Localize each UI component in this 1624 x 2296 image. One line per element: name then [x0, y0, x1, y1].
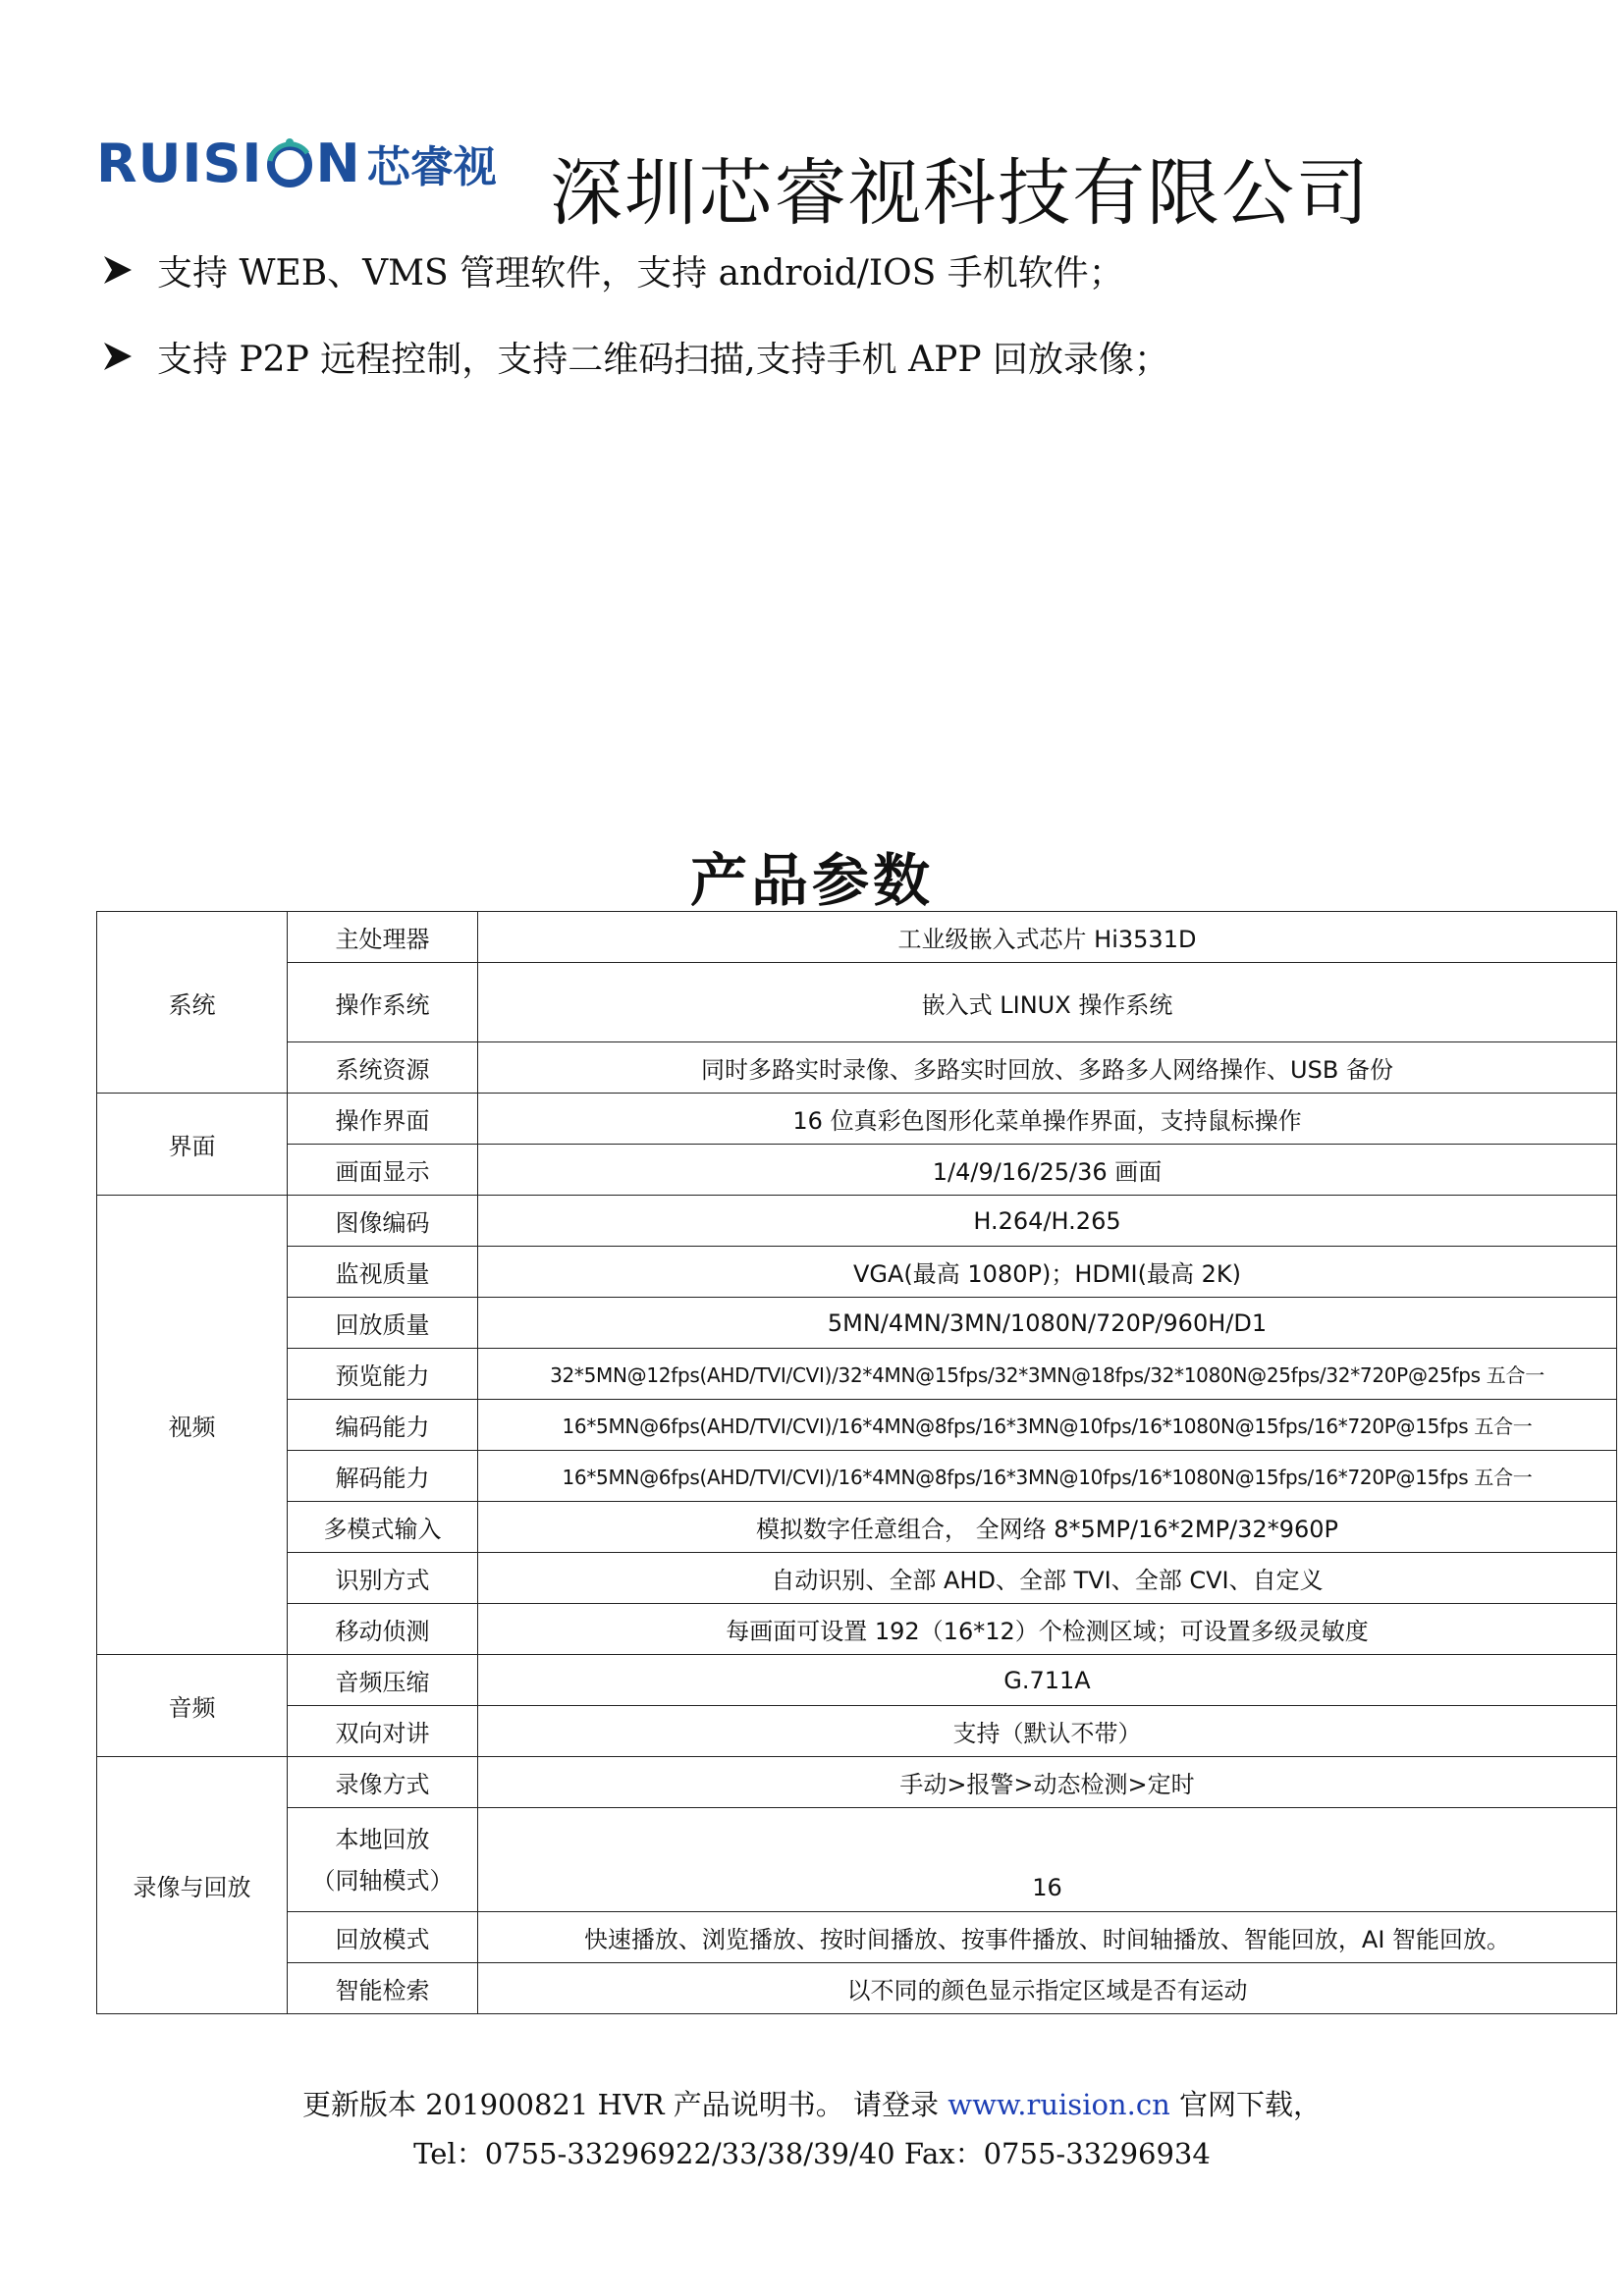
- table-row: [97, 1298, 1617, 1349]
- table-row: [97, 1196, 1617, 1247]
- group-label-audio: 音频: [97, 1655, 288, 1757]
- spec-title: 产品参数: [689, 847, 934, 914]
- param-value: 模拟数字任意组合， 全网络 8*5MP/16*2MP/32*960P: [478, 1502, 1617, 1553]
- logo-o-icon: [264, 137, 315, 188]
- table-row: [97, 1808, 1617, 1912]
- table-row: [97, 963, 1617, 1042]
- table-row: [97, 1553, 1617, 1604]
- company-name: 深圳芯睿视科技有限公司: [550, 151, 1371, 236]
- param-name: 解码能力: [288, 1451, 478, 1502]
- feature-bullet: [98, 332, 1169, 381]
- logo-text-left: RUISI: [96, 132, 263, 194]
- param-name: 监视质量: [288, 1247, 478, 1298]
- param-name: 回放质量: [288, 1298, 478, 1349]
- param-value: VGA(最高 1080P)；HDMI(最高 2K): [478, 1247, 1617, 1298]
- feature-text: 支持 P2P 远程控制，支持二维码扫描,支持手机 APP 回放录像；: [157, 339, 1170, 380]
- param-value: 同时多路实时录像、多路实时回放、多路多人网络操作、USB 备份: [478, 1042, 1617, 1094]
- param-value: 每画面可设置 192（16*12）个检测区域；可设置多级灵敏度: [478, 1604, 1617, 1655]
- param-name: 预览能力: [288, 1349, 478, 1400]
- param-name: 操作系统: [288, 963, 478, 1042]
- table-row: [97, 1655, 1617, 1706]
- arrow-bullet-icon: [98, 253, 137, 287]
- param-name-line: 本地回放: [335, 1825, 430, 1853]
- footer-contact: Tel：0755-33296922/33/38/39/40 Fax：0755-33296934: [413, 2137, 1211, 2170]
- table-row: [97, 1094, 1617, 1145]
- table-row: [97, 1502, 1617, 1553]
- param-name: 识别方式: [288, 1553, 478, 1604]
- group-label-record: 录像与回放: [97, 1757, 288, 2014]
- footer-text: 官网下载，: [1169, 2088, 1322, 2121]
- param-value: 快速播放、浏览播放、按时间播放、按事件播放、时间轴播放、智能回放，AI 智能回放。: [478, 1912, 1617, 1963]
- param-name: 双向对讲: [288, 1706, 478, 1757]
- table-row: [97, 1400, 1617, 1451]
- param-value: 32*5MN@12fps(AHD/TVI/CVI)/32*4MN@15fps/32*3MN@18fps/32*1080N@25fps/32*720P@25fps 五合一: [478, 1349, 1617, 1400]
- param-name: 多模式输入: [288, 1502, 478, 1553]
- param-value: 以不同的颜色显示指定区域是否有运动: [478, 1963, 1617, 2014]
- spec-table: [96, 911, 1617, 2014]
- table-row: [97, 1757, 1617, 1808]
- param-value: 1/4/9/16/25/36 画面: [478, 1145, 1617, 1196]
- table-row: [97, 1247, 1617, 1298]
- logo-cn-text: 芯睿视: [366, 142, 497, 192]
- param-name: 系统资源: [288, 1042, 478, 1094]
- arrow-bullet-icon: [98, 340, 137, 373]
- feature-bullets: [98, 245, 1169, 418]
- param-value: H.264/H.265: [478, 1196, 1617, 1247]
- table-row: [97, 1912, 1617, 1963]
- param-value: 16 位真彩色图形化菜单操作界面，支持鼠标操作: [478, 1094, 1617, 1145]
- feature-text: 支持 WEB、VMS 管理软件，支持 android/IOS 手机软件；: [157, 252, 1124, 294]
- param-name: 音频压缩: [288, 1655, 478, 1706]
- table-row: [97, 1349, 1617, 1400]
- param-name: 操作界面: [288, 1094, 478, 1145]
- param-name: 画面显示: [288, 1145, 478, 1196]
- footer-text: 更新版本 201900821 HVR 产品说明书。 请登录: [302, 2088, 948, 2121]
- param-name: 回放模式: [288, 1912, 478, 1963]
- website-link[interactable]: www.ruision.cn: [947, 2088, 1170, 2121]
- param-value: 嵌入式 LINUX 操作系统: [478, 963, 1617, 1042]
- param-name: 图像编码: [288, 1196, 478, 1247]
- param-name: 移动侦测: [288, 1604, 478, 1655]
- footer-line-1: [0, 2083, 1624, 2123]
- param-name: 智能检索: [288, 1963, 478, 2014]
- feature-bullet: [98, 245, 1169, 294]
- param-name: 主处理器: [288, 912, 478, 963]
- param-name-line: （同轴模式）: [311, 1866, 454, 1895]
- table-row: [97, 1963, 1617, 2014]
- param-value: 16: [478, 1808, 1617, 1912]
- param-value: 工业级嵌入式芯片 Hi3531D: [478, 912, 1617, 963]
- param-value: 16*5MN@6fps(AHD/TVI/CVI)/16*4MN@8fps/16*3MN@10fps/16*1080N@15fps/16*720P@15fps 五合一: [478, 1451, 1617, 1502]
- table-row: [97, 1145, 1617, 1196]
- param-value: 16*5MN@6fps(AHD/TVI/CVI)/16*4MN@8fps/16*3MN@10fps/16*1080N@15fps/16*720P@15fps 五合一: [478, 1400, 1617, 1451]
- group-label-ui: 界面: [97, 1094, 288, 1196]
- table-row: [97, 912, 1617, 963]
- logo-text-right: N: [315, 132, 361, 194]
- param-name: [288, 1808, 478, 1912]
- group-label-system: 系统: [97, 912, 288, 1094]
- group-label-video: 视频: [97, 1196, 288, 1655]
- param-name: 录像方式: [288, 1757, 478, 1808]
- param-value: 自动识别、全部 AHD、全部 TVI、全部 CVI、自定义: [478, 1553, 1617, 1604]
- table-row: [97, 1451, 1617, 1502]
- company-logo: [96, 116, 497, 210]
- param-value: 支持（默认不带）: [478, 1706, 1617, 1757]
- param-value: G.711A: [478, 1655, 1617, 1706]
- param-value: 5MN/4MN/3MN/1080N/720P/960H/D1: [478, 1298, 1617, 1349]
- param-name: 编码能力: [288, 1400, 478, 1451]
- table-row: [97, 1042, 1617, 1094]
- table-row: [97, 1706, 1617, 1757]
- logo-wordmark: [96, 133, 361, 194]
- param-value: 手动>报警>动态检测>定时: [478, 1757, 1617, 1808]
- table-row: [97, 1604, 1617, 1655]
